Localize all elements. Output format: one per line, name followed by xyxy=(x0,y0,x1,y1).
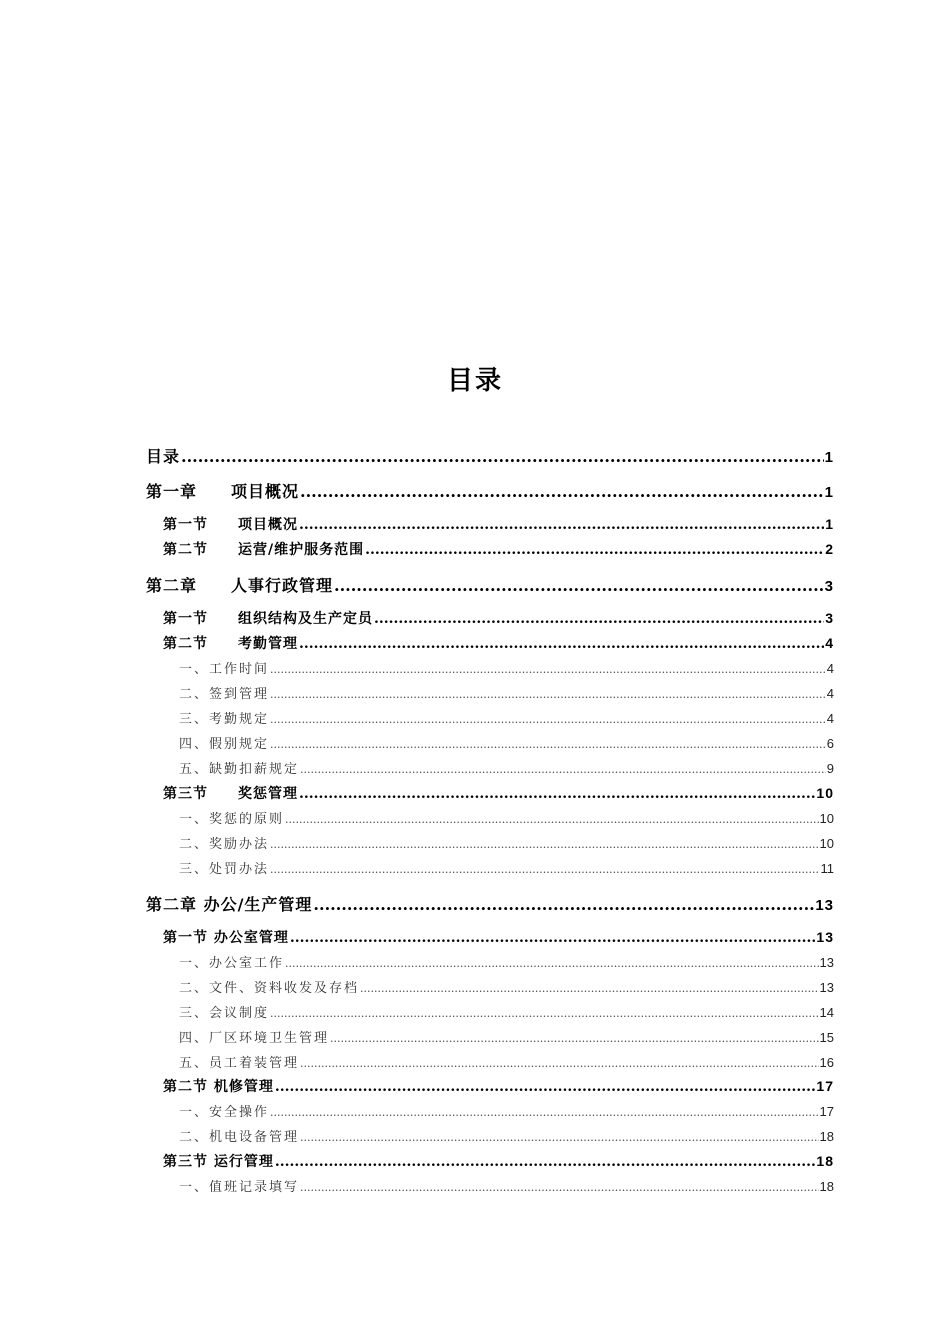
toc-entry-page-number: 13 xyxy=(819,980,834,995)
toc-entry[interactable] xyxy=(146,479,834,502)
toc-entry-page-number: 18 xyxy=(819,1179,834,1194)
toc-entry[interactable] xyxy=(179,683,834,702)
toc-dot-leader xyxy=(285,813,819,826)
toc-entry[interactable] xyxy=(146,892,834,915)
toc-entry-label: 一、工作时间 xyxy=(179,662,270,677)
toc-entry-page-number: 2 xyxy=(825,541,834,557)
toc-dot-leader xyxy=(300,1181,819,1194)
toc-entry-label: 目录 xyxy=(146,447,181,466)
toc-entry[interactable] xyxy=(179,1052,834,1071)
toc-entry-label: 一、办公室工作 xyxy=(179,956,285,971)
toc-entry-label: 第二节 运营/维护服务范围 xyxy=(163,542,365,558)
toc-entry-page-number: 18 xyxy=(819,1129,834,1144)
toc-entry[interactable] xyxy=(163,1151,834,1171)
toc-entry-label: 四、假别规定 xyxy=(179,737,270,752)
toc-entry[interactable] xyxy=(179,708,834,727)
toc-entry-label: 二、机电设备管理 xyxy=(179,1130,300,1145)
toc-entry-page-number: 6 xyxy=(826,736,834,751)
toc-entry-label: 三、会议制度 xyxy=(179,1006,270,1021)
toc-entry-label: 一、奖惩的原则 xyxy=(179,812,285,827)
toc-entry-page-number: 4 xyxy=(825,635,834,651)
toc-entry-label: 一、值班记录填写 xyxy=(179,1180,300,1195)
toc-entry-page-number: 13 xyxy=(819,955,834,970)
toc-entry-label: 四、厂区环境卫生管理 xyxy=(179,1031,330,1046)
toc-dot-leader xyxy=(334,576,824,595)
toc-entry[interactable] xyxy=(146,444,834,467)
toc-entry[interactable] xyxy=(179,1176,834,1195)
toc-dot-leader xyxy=(299,636,824,652)
toc-entry-label: 第三节 运行管理 xyxy=(163,1154,274,1170)
toc-entry[interactable] xyxy=(179,658,834,677)
toc-entry[interactable] xyxy=(179,858,834,877)
toc-entry-label: 三、考勤规定 xyxy=(179,712,270,727)
toc-entry-label: 第二章 人事行政管理 xyxy=(146,576,334,595)
toc-dot-leader xyxy=(365,542,824,558)
toc-dot-leader xyxy=(270,838,819,851)
toc-entry-label: 第一节 办公室管理 xyxy=(163,930,289,946)
toc-entry-page-number: 13 xyxy=(816,929,834,945)
toc-entry-page-number: 10 xyxy=(819,811,834,826)
toc-dot-leader xyxy=(300,482,824,501)
toc-dot-leader xyxy=(285,957,819,970)
toc-entry-page-number: 10 xyxy=(816,785,834,801)
toc-entry[interactable] xyxy=(163,783,834,803)
toc-entry-page-number: 1 xyxy=(825,516,834,532)
toc-dot-leader xyxy=(330,1032,819,1045)
toc-entry-page-number: 1 xyxy=(824,484,834,501)
toc-entry[interactable] xyxy=(179,733,834,752)
toc-entry[interactable] xyxy=(163,539,834,559)
toc-entry[interactable] xyxy=(179,977,834,996)
toc-dot-leader xyxy=(270,863,819,876)
toc-entry[interactable] xyxy=(179,952,834,971)
toc-entry[interactable] xyxy=(179,1002,834,1021)
toc-entry-page-number: 17 xyxy=(819,1104,834,1119)
toc-dot-leader xyxy=(299,517,824,533)
toc-entry-page-number: 18 xyxy=(816,1153,834,1169)
toc-dot-leader xyxy=(270,1007,819,1020)
toc-dot-leader xyxy=(275,1079,816,1095)
toc-entry[interactable] xyxy=(163,608,834,628)
toc-dot-leader xyxy=(300,1131,819,1144)
toc-entry[interactable] xyxy=(163,633,834,653)
toc-entry-page-number: 1 xyxy=(824,449,834,466)
toc-entry-label: 第二节 机修管理 xyxy=(163,1079,274,1095)
toc-dot-leader xyxy=(275,1154,816,1170)
toc-entry[interactable] xyxy=(179,1101,834,1120)
toc-dot-leader xyxy=(300,1057,819,1070)
toc-entry-label: 第二节 考勤管理 xyxy=(163,636,298,652)
toc-entry-page-number: 3 xyxy=(824,578,834,595)
toc-entry-page-number: 13 xyxy=(815,897,834,914)
toc-entry-label: 第二章 办公/生产管理 xyxy=(146,895,313,914)
toc-entry-page-number: 15 xyxy=(819,1030,834,1045)
toc-entry[interactable] xyxy=(179,808,834,827)
toc-dot-leader xyxy=(270,713,826,726)
toc-entry-page-number: 3 xyxy=(825,610,834,626)
toc-entry-label: 第三节 奖惩管理 xyxy=(163,786,298,802)
toc-dot-leader xyxy=(270,738,826,751)
toc-entry[interactable] xyxy=(146,573,834,596)
toc-entry-page-number: 17 xyxy=(816,1078,834,1094)
toc-entry-label: 三、处罚办法 xyxy=(179,862,270,877)
toc-entry-label: 五、员工着装管理 xyxy=(179,1056,300,1071)
toc-entry-page-number: 10 xyxy=(819,836,834,851)
toc-dot-leader xyxy=(360,982,819,995)
toc-entry-label: 第一节 组织结构及生产定员 xyxy=(163,611,373,627)
toc-dot-leader xyxy=(313,895,814,914)
toc-entry-label: 第一节 项目概况 xyxy=(163,517,298,533)
toc-entry[interactable] xyxy=(179,1126,834,1145)
toc-entry[interactable] xyxy=(163,514,834,534)
toc-dot-leader xyxy=(270,688,826,701)
toc-entry[interactable] xyxy=(163,1076,834,1096)
toc-dot-leader xyxy=(300,763,826,776)
toc-dot-leader xyxy=(290,930,816,946)
toc-entry-label: 一、安全操作 xyxy=(179,1105,270,1120)
toc-entry-page-number: 4 xyxy=(826,686,834,701)
toc-dot-leader xyxy=(299,786,815,802)
toc-dot-leader xyxy=(181,447,824,466)
toc-dot-leader xyxy=(270,663,826,676)
toc-entry-page-number: 16 xyxy=(819,1055,834,1070)
toc-entry-label: 五、缺勤扣薪规定 xyxy=(179,762,300,777)
toc-entry-label: 二、奖励办法 xyxy=(179,837,270,852)
toc-entry-page-number: 14 xyxy=(819,1005,834,1020)
page-title: 目录 xyxy=(446,366,503,396)
toc-entry-page-number: 9 xyxy=(826,761,834,776)
toc-entry[interactable] xyxy=(179,1027,834,1046)
toc-entry-page-number: 11 xyxy=(820,861,834,876)
toc-entry-label: 二、签到管理 xyxy=(179,687,270,702)
toc-dot-leader xyxy=(270,1106,819,1119)
toc-entry[interactable] xyxy=(179,833,834,852)
toc-dot-leader xyxy=(374,611,824,627)
toc-entry-page-number: 4 xyxy=(826,711,834,726)
toc-entry[interactable] xyxy=(163,927,834,947)
toc-entry-label: 第一章 项目概况 xyxy=(146,482,300,501)
toc-entry[interactable] xyxy=(179,758,834,777)
toc-entry-label: 二、文件、资料收发及存档 xyxy=(179,981,360,996)
toc-entry-page-number: 4 xyxy=(826,661,834,676)
